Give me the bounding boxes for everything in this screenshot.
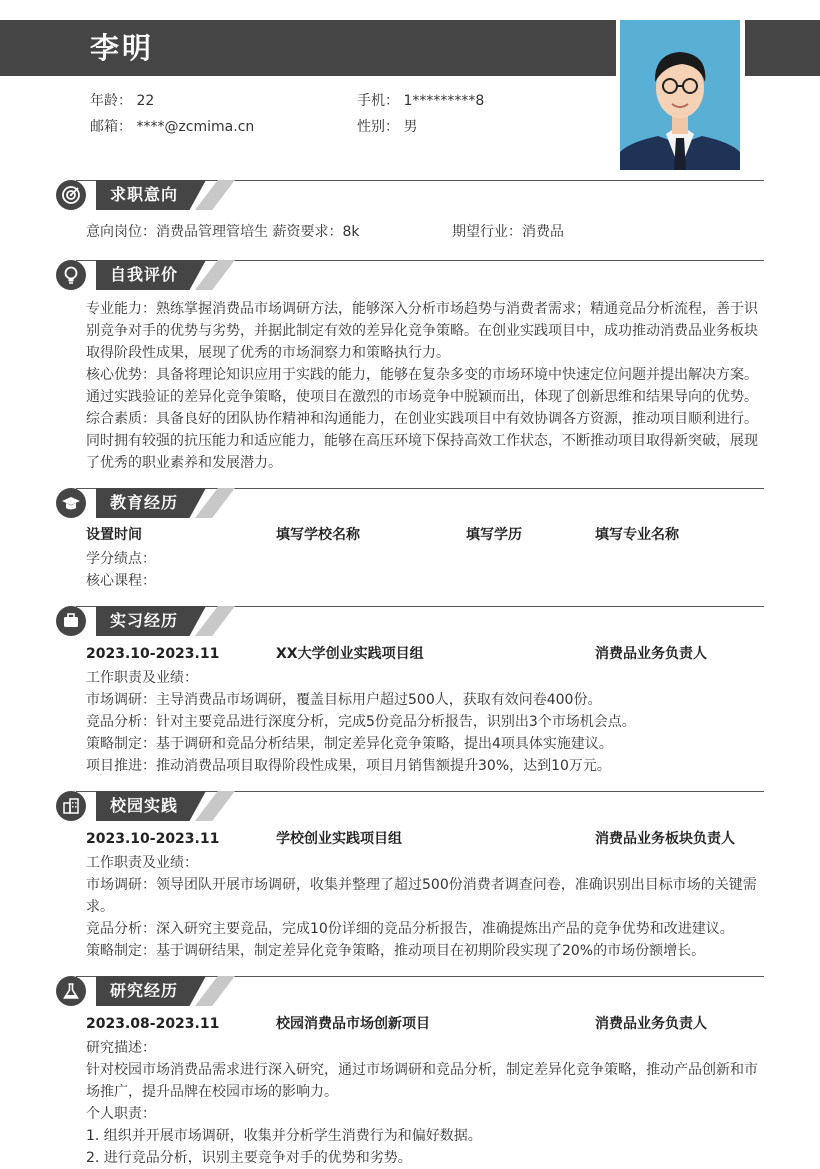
text-line: 场推广，提升品牌在校园市场的影响力。 [86,1084,338,1100]
phone-label: 手机： [357,93,399,109]
text-line: 市场调研：主导消费品市场调研，覆盖目标用户超过500人，获取有效问卷400份。 [86,692,602,708]
age-label: 年龄： [90,93,132,109]
industry-value: 消费品 [522,224,564,240]
campus-date: 2023.10-2023.11 [86,831,220,847]
target-icon [56,180,86,210]
section-title: 研究经历 [110,981,179,1000]
text-line: 通过实践验证的差异化竞争策略，使项目在激烈的市场竞争中脱颖而出，体现了创新思维和结果导向的优势。 [86,389,758,405]
phone-value: 1*********8 [403,93,485,109]
text-line: 了优秀的职业素养和发展潜力。 [86,455,282,471]
intern-details [86,667,764,777]
flask-icon [56,976,86,1006]
text-line: 项目推进：推动消费品项目取得阶段性成果，项目月销售额提升30%，达到10万元。 [86,758,611,774]
age-value: 22 [136,93,155,109]
research-date: 2023.08-2023.11 [86,1016,220,1032]
section-title: 自我评价 [110,265,179,284]
section-header-research [56,976,764,1006]
campus-org: 学校创业实践项目组 [276,831,402,847]
header-bar-right [745,20,820,76]
section-header-education [56,488,764,518]
salary-label: 薪资要求： [272,224,343,240]
campus-role: 消费品业务板块负责人 [595,831,735,847]
section-header-intent [56,180,764,210]
industry-label: 期望行业： [452,224,522,240]
text-line: 1. 组织并开展市场调研，收集并分析学生消费行为和偏好数据。 [86,1128,482,1144]
section-header-internship [56,606,764,636]
text-line: 综合素质：具备良好的团队协作精神和沟通能力，在创业实践项目中有效协调各方资源，推动项目顺利进行。 [86,411,758,427]
age-row [90,91,154,111]
section-title: 教育经历 [110,493,179,512]
section-title: 实习经历 [110,611,179,630]
edu-school: 填写学校名称 [276,527,360,543]
text-line: 工作职责及业绩： [86,855,198,871]
graduation-cap-icon [56,488,86,518]
gender-label: 性别： [357,119,399,135]
salary-value: 8k [342,224,360,240]
intent-industry [452,221,564,243]
intent-position [86,221,359,243]
section-header-self-eval [56,260,764,290]
text-line: 策略制定：基于调研结果，制定差异化竞争策略，推动项目在初期阶段实现了20%的市场份额增长。 [86,943,706,959]
edu-gpa-label: 学分绩点： [86,551,156,567]
text-line: 别竞争对手的优势与劣势，并据此制定有效的差异化竞争策略。在创业实践项目中，成功推动消费品业务板块 [86,323,758,339]
phone-row [357,91,484,111]
section-title: 校园实践 [110,796,179,815]
intern-role: 消费品业务负责人 [595,646,707,662]
section-title: 求职意向 [110,185,179,204]
text-line: 个人职责： [86,1106,156,1122]
research-org: 校园消费品市场创新项目 [276,1016,430,1032]
text-line: 取得阶段性成果，展现了优秀的市场洞察力和策略执行力。 [86,345,450,361]
text-line: 研究描述： [86,1040,156,1056]
briefcase-icon [56,606,86,636]
text-line: 工作职责及业绩： [86,670,198,686]
text-line: 核心优势：具备将理论知识应用于实践的能力，能够在复杂多变的市场环境中快速定位问题并提出解决方案。 [86,367,758,383]
gender-row [357,117,417,137]
text-line: 竞品分析：针对主要竞品进行深度分析，完成5份竞品分析报告，识别出3个市场机会点。 [86,714,636,730]
text-line: 竞品分析：深入研究主要竞品，完成10份详细的竞品分析报告，准确提炼出产品的竞争优势和改进建议。 [86,921,734,937]
text-line: 同时拥有较强的抗压能力和适应能力，能够在高压环境下保持高效工作状态，不断推动项目取得新突破，展现 [86,433,758,449]
text-line: 策略制定：基于调研和竞品分析结果，制定差异化竞争策略，提出4项具体实施建议。 [86,736,613,752]
text-line: 市场调研：领导团队开展市场调研，收集并整理了超过500份消费者调查问卷，准确识别出目标市场的关键需 [86,877,757,893]
edu-major: 填写专业名称 [595,527,679,543]
buildings-icon [56,791,86,821]
text-line: 求。 [86,899,114,915]
self-eval-text [86,298,764,474]
email-value: ****@zcmima.cn [136,119,255,135]
intern-org: XX大学创业实践项目组 [276,646,424,662]
edu-degree: 填写学历 [466,527,522,543]
research-details [86,1037,764,1169]
gender-value: 男 [403,119,418,135]
edu-time: 设置时间 [86,527,142,543]
text-line: 针对校园市场消费品需求进行深入研究，通过市场调研和竞品分析，制定差异化竞争策略，推动产品创新和市 [86,1062,758,1078]
candidate-name: 李明 [90,31,155,65]
position-label: 意向岗位： [86,224,156,240]
position-value: 消费品管理管培生 [156,224,268,240]
edu-courses-label: 核心课程： [86,573,156,589]
research-role: 消费品业务负责人 [595,1016,707,1032]
email-row [90,117,254,137]
lightbulb-icon [56,260,86,290]
email-label: 邮箱： [90,119,132,135]
intern-date: 2023.10-2023.11 [86,646,220,662]
text-line: 2. 进行竞品分析，识别主要竞争对手的优势和劣势。 [86,1150,412,1166]
profile-photo [620,20,740,170]
text-line: 专业能力：熟练掌握消费品市场调研方法，能够深入分析市场趋势与消费者需求；精通竞品分析流程，善于识 [86,301,758,317]
section-header-campus [56,791,764,821]
campus-details [86,852,764,962]
